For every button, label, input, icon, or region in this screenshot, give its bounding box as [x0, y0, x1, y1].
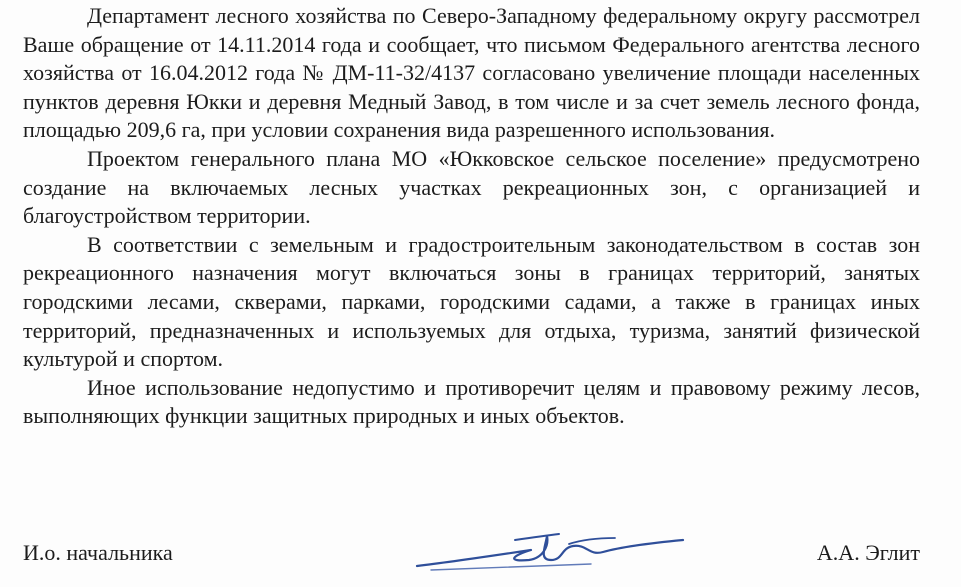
paragraph-3: В соответствии с земельным и градостроительным законодательством в состав зон рекреационного назначения могут включаться зоны в границах территорий, занятых городскими лесами, скверами, парками, городскими садами, а также в границах иных территорий, предназначенных и используемых для отдыха, туризма, занятий физической культурой и спортом.	[23, 231, 920, 372]
signature-block	[23, 538, 920, 574]
signatory-name: А.А. Эглит	[816, 540, 920, 565]
handwritten-signature	[411, 526, 691, 576]
letter-body	[23, 2, 920, 431]
paragraph-4: Иное использование недопустимо и противоречит целям и правовому режиму лесов, выполняющих функции защитных природных и иных объектов.	[23, 374, 920, 429]
signatory-role: И.о. начальника	[23, 540, 173, 565]
paragraph-1: Департамент лесного хозяйства по Северо-Западному федеральному округу рассмотрел Ваше обращение от 14.11.2014 года и сообщает, что письмом Федерального агентства лесного хозяйства от 16.04.2012 года № ДМ-11-32/4137 согласовано увеличение площади населенных пунктов деревня Юкки и деревня Медный Завод, в том числе и за счет земель лесного фонда, площадью 209,6 га, при условии сохранения вида разрешенного использования.	[23, 3, 920, 143]
paragraph-2: Проектом генерального плана МО «Юкковское сельское поселение» предусмотрено создание на включаемых лесных участках рекреационных зон, с организацией и благоустройством территории.	[23, 145, 920, 229]
